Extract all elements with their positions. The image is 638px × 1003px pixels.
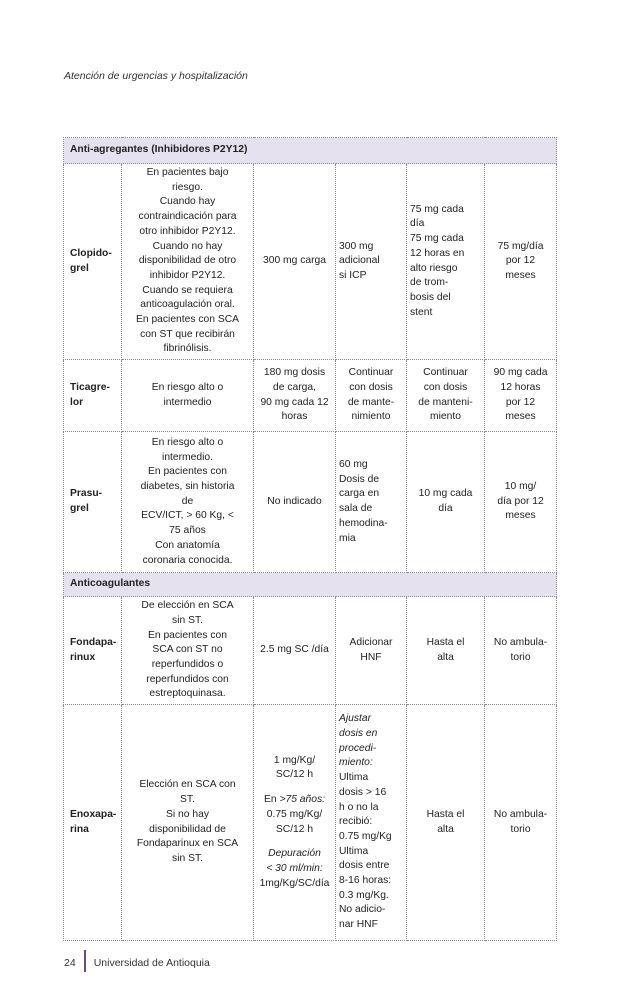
text-line: 75 mg cada	[410, 203, 464, 215]
indication-cell	[122, 164, 254, 360]
text-line: 2.5 mg SC /día	[260, 644, 329, 656]
indication-cell	[122, 360, 254, 432]
text-line: Fondapa-	[70, 636, 117, 648]
text-line: Clopido-	[70, 247, 112, 259]
text-line: miento	[430, 411, 461, 423]
table-row-fondaparinux	[64, 597, 557, 705]
text-line: meses	[505, 510, 536, 522]
text-line: adicional	[339, 255, 380, 267]
text-line: No adicio-	[339, 904, 386, 916]
text-line: de trom-	[410, 277, 449, 289]
text-line: si ICP	[339, 269, 367, 281]
text-line: Cuando no hay	[152, 240, 223, 252]
text-line: Si no hay	[166, 808, 209, 820]
footer-divider	[84, 950, 86, 972]
text-line: dosis entre	[339, 860, 390, 872]
text-line: 60 mg	[339, 459, 368, 471]
text-line: Cuando hay	[159, 196, 216, 208]
section-row-anticoagulants	[64, 573, 557, 597]
text-line: miento:	[339, 757, 373, 769]
text-line: día	[438, 503, 453, 515]
text-line: h o no la	[339, 801, 379, 813]
text-line: En pacientes con	[148, 629, 227, 641]
text-line: disponibilidad de	[149, 823, 226, 835]
text-line: bosis del	[410, 291, 451, 303]
text-line: Dosis de	[339, 473, 380, 485]
text-line: rinux	[70, 651, 96, 663]
maintenance-dose-cell	[407, 360, 485, 432]
section-title-anticoagulants: Anticoagulantes	[64, 573, 557, 597]
page-footer	[64, 952, 210, 974]
text-line: 0.3 mg/Kg.	[339, 889, 389, 901]
text-line: En riesgo alto o	[151, 381, 224, 393]
text-line: Fondaparinux en SCA	[136, 838, 239, 850]
text-line: por 12	[505, 255, 536, 267]
text-line: reperfundidos con	[146, 673, 229, 685]
text-line: 300 mg carga	[263, 255, 326, 267]
text-line: lor	[70, 396, 84, 408]
text-line: Elección en SCA con	[139, 779, 236, 791]
text-line: Ultima	[339, 772, 369, 784]
text-line: otro inhibidor P2Y12.	[139, 225, 236, 237]
text-line: 90 mg cada	[493, 367, 548, 379]
text-line: torio	[510, 651, 531, 663]
loading-dose-cell	[254, 360, 336, 432]
dose-text: < 30 ml/min:	[266, 862, 323, 874]
text-line: rina	[70, 823, 89, 835]
text-line: 8-16 horas:	[339, 875, 392, 887]
adjust-detail	[339, 771, 403, 933]
dose-text: Depuración	[268, 848, 321, 860]
procedure-dose-cell	[336, 597, 407, 705]
indication-cell	[122, 432, 254, 573]
text-line: 10 mg cada	[418, 488, 473, 500]
text-line: Con anatomía	[155, 539, 220, 551]
text-line: Enoxapa-	[70, 808, 117, 820]
text-line: En riesgo alto o	[151, 436, 224, 448]
text-line: 0.75 mg/Kg	[339, 830, 392, 842]
text-line: diabetes, sin historia	[140, 481, 235, 493]
table-row-enoxaparina	[64, 705, 557, 941]
maintenance-dose-cell	[407, 597, 485, 705]
duration-cell	[485, 432, 557, 573]
text-line: Continuar	[423, 367, 468, 379]
text-line: inhibidor P2Y12.	[149, 269, 226, 281]
dose-text: 0.75 mg/Kg/	[266, 808, 323, 820]
text-line: stent	[410, 306, 433, 318]
section-row-antiplatelets	[64, 138, 557, 164]
text-line: 75 mg cada	[410, 233, 464, 245]
text-line: HNF	[360, 651, 382, 663]
text-line: 75 años	[169, 525, 206, 537]
text-line: de	[181, 495, 194, 507]
duration-cell	[485, 360, 557, 432]
procedure-dose-cell	[336, 164, 407, 360]
institution-name: Universidad de Antioquia	[93, 956, 210, 969]
drug-name	[64, 705, 122, 941]
table-row-ticagrelor	[64, 360, 557, 432]
text-line: intermedio	[163, 396, 212, 408]
text-line: ECV/ICT, > 60 Kg, <	[141, 510, 234, 522]
duration-cell	[485, 705, 557, 941]
loading-dose-cell	[254, 164, 336, 360]
text-line: De elección en SCA	[141, 600, 234, 612]
table-row-prasugrel	[64, 432, 557, 573]
text-line: meses	[505, 411, 536, 423]
text-line: En pacientes con SCA	[135, 314, 240, 326]
text-line: reperfundidos o	[151, 658, 224, 670]
text-line: con ST que recibirán	[140, 328, 235, 340]
text-line: dosis > 16	[339, 786, 387, 798]
text-line: grel	[70, 262, 89, 274]
table-row-clopidogrel	[64, 164, 557, 360]
text-line: 12 horas	[500, 381, 541, 393]
text-line: anticoagulación oral.	[140, 299, 235, 311]
text-line: grel	[70, 503, 89, 515]
dose-text: 1 mg/Kg/	[273, 754, 316, 766]
text-line: coronaria conocida.	[142, 554, 233, 566]
text-line: procedi-	[339, 742, 377, 754]
text-line: 12 horas en	[410, 247, 465, 259]
text-line: 300 mg	[339, 240, 374, 252]
text-line: día	[410, 218, 425, 230]
text-line: sala de	[339, 503, 373, 515]
text-line: No indicado	[267, 495, 322, 507]
text-line: contraindicación para	[138, 211, 237, 223]
text-line: ST.	[180, 794, 195, 806]
text-line: con dosis	[423, 381, 468, 393]
text-line: riesgo.	[172, 181, 203, 193]
text-line: fibrinólisis.	[163, 343, 212, 355]
text-line: día por 12	[497, 495, 544, 507]
text-line: 75 mg/día	[497, 240, 544, 252]
text-line: 180 mg dosis	[263, 367, 326, 379]
drug-name	[64, 164, 122, 360]
text-line: Ticagre-	[70, 381, 110, 393]
text-line: Cuando se requiera	[142, 284, 233, 296]
text-line: sin ST.	[172, 852, 203, 864]
dose-text: En	[264, 794, 280, 806]
section-title-antiplatelets: Anti-agregantes (Inhibidores P2Y12)	[64, 138, 557, 164]
drug-name	[64, 360, 122, 432]
dose-text: SC/12 h	[275, 769, 314, 781]
text-line: Continuar	[348, 367, 394, 379]
drug-table	[63, 137, 557, 941]
text-line: disponibilidad de otro	[138, 255, 237, 267]
text-line: nar HNF	[339, 919, 378, 931]
dose-text: SC/12 h	[275, 823, 314, 835]
text-line: de manteni-	[418, 396, 473, 408]
maintenance-dose-cell	[407, 164, 485, 360]
text-line: alta	[437, 823, 454, 835]
drug-name	[64, 597, 122, 705]
drug-name	[64, 432, 122, 573]
indication-cell	[122, 597, 254, 705]
text-line: intermedio.	[162, 451, 213, 463]
text-line: estreptoquinasa.	[149, 688, 226, 700]
dose-text: 1mg/Kg/SC/día	[259, 877, 330, 889]
text-line: horas	[281, 411, 308, 423]
loading-dose-cell	[254, 705, 336, 941]
indication-cell	[122, 705, 254, 941]
dose-text: >75 años:	[279, 794, 325, 806]
text-line: Adicionar	[349, 636, 393, 648]
maintenance-dose-cell	[407, 705, 485, 941]
text-line: 10 mg/	[504, 481, 537, 493]
text-line: 90 mg cada 12	[260, 396, 329, 408]
text-line: sin ST.	[172, 614, 203, 626]
text-line: de mante-	[347, 396, 395, 408]
text-line: mia	[339, 532, 356, 544]
procedure-dose-cell	[336, 705, 407, 941]
text-line: nimiento	[351, 411, 391, 423]
dose-age-line	[257, 793, 332, 808]
text-line: No ambula-	[493, 808, 548, 820]
text-line: dosis en	[339, 727, 378, 739]
text-line: SCA con ST no	[152, 644, 223, 656]
procedure-dose-cell	[336, 432, 407, 573]
text-line: alto riesgo	[410, 262, 458, 274]
text-line: Ajustar	[339, 713, 372, 725]
adjust-note	[339, 712, 403, 771]
text-line: meses	[505, 269, 536, 281]
text-line: carga en	[339, 488, 380, 500]
text-line: recibió:	[339, 816, 373, 828]
text-line: En pacientes con	[148, 466, 227, 478]
text-line: de carga,	[273, 381, 316, 393]
text-line: por 12	[505, 396, 536, 408]
text-line: En pacientes bajo	[146, 167, 229, 178]
text-line: con dosis	[349, 381, 393, 393]
duration-cell	[485, 164, 557, 360]
page-number: 24	[64, 956, 76, 969]
text-line: No ambula-	[493, 636, 548, 648]
text-line: torio	[510, 823, 531, 835]
text-line: alta	[437, 651, 454, 663]
text-line: Hasta el	[426, 808, 465, 820]
loading-dose-cell	[254, 432, 336, 573]
duration-cell	[485, 597, 557, 705]
text-line: Ultima	[339, 845, 369, 857]
procedure-dose-cell	[336, 360, 407, 432]
maintenance-dose-cell	[407, 432, 485, 573]
text-line: Prasu-	[70, 488, 103, 500]
text-line: Hasta el	[426, 636, 465, 648]
loading-dose-cell	[254, 597, 336, 705]
running-header: Atención de urgencias y hospitalización	[64, 70, 248, 82]
text-line: hemodina-	[339, 517, 388, 529]
